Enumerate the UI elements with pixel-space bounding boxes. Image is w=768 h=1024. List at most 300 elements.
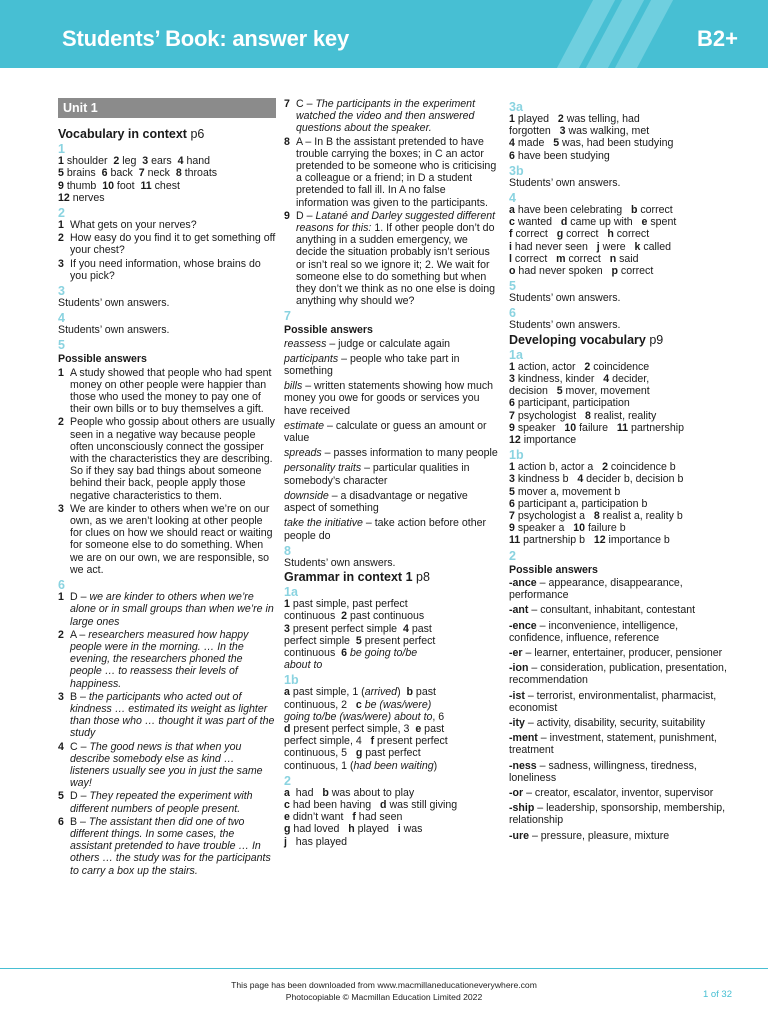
answer-text-italic: downside: [284, 489, 329, 502]
answer-line: [509, 410, 735, 422]
answer-lines: [509, 461, 735, 546]
answer-text: importance: [520, 434, 577, 447]
answer-text: – written statements showing how much money you owe for goods or services you have received: [284, 380, 494, 417]
suffix-list: [509, 577, 735, 842]
answer-text: C –: [70, 740, 90, 753]
answer-item: [58, 416, 276, 501]
answer-line: [509, 522, 735, 534]
answer-line: [284, 598, 498, 610]
answer-line: [284, 747, 498, 759]
answer-text-italic: be going to/be: [347, 646, 418, 659]
answer-text: played: [354, 823, 398, 836]
header-banner: [0, 0, 768, 68]
answer-item: [58, 503, 276, 576]
answer-text: , 6: [432, 710, 445, 723]
answer-text: wanted: [514, 216, 561, 229]
answer-text: had: [289, 786, 323, 799]
answer-key-letter: 2: [602, 461, 608, 474]
answer-text: speaker a: [514, 522, 574, 535]
answer-text: – pressure, pleasure, mixture: [529, 829, 670, 842]
exercise-number: 6: [509, 306, 516, 321]
answer-line: [284, 659, 498, 671]
answer-text: – sadness, willingness, tiredness, loneliness: [509, 759, 697, 784]
answer-key-letter: -ist: [509, 689, 525, 702]
answer-key-letter: 1: [509, 113, 515, 125]
answer-key-letter: i: [397, 823, 401, 836]
answer-key-letter: 2: [113, 155, 120, 168]
answer-key-letter: 1: [509, 461, 515, 474]
answer-text: came up with: [567, 216, 642, 229]
answer-text: failure: [576, 421, 617, 434]
answer-key-letter: 3: [284, 622, 290, 635]
answer-body: [70, 232, 276, 256]
answer-line: [509, 373, 735, 385]
answer-item: [58, 219, 276, 231]
answer-key-letter: 10: [102, 179, 114, 192]
answer-text: was: [400, 823, 423, 836]
answer-item: [58, 367, 276, 416]
answer-key-letter: -ure: [509, 829, 530, 842]
section-heading: [284, 571, 498, 583]
footer-copyright: Photocopiable © Macmillan Education Limited 2022: [285, 992, 483, 1002]
answer-text: mover, movement: [562, 385, 650, 398]
answer-number: 3: [58, 257, 64, 270]
answer-key-letter: g: [556, 228, 564, 241]
answer-line: [284, 610, 498, 622]
answer-number: 2: [58, 416, 64, 429]
answer-key-letter: c: [509, 216, 515, 229]
answer-line: [58, 192, 276, 204]
answer-text: present perfect simple, 3: [290, 722, 416, 735]
answer-line: [284, 836, 498, 848]
answer-text: partnership: [628, 421, 684, 434]
answer-item: [58, 258, 276, 282]
answer-text: hand: [183, 155, 211, 168]
answer-text: were: [599, 240, 635, 253]
answer-text: throats: [181, 167, 218, 180]
answer-key-letter: a: [284, 686, 290, 699]
answer-text: correct: [563, 228, 608, 241]
answer-text: 1. If other people don’t do anything in a sudden emergency, we decide the situation probably isn’t serious or isn’t real so we ignore it; 2. We wait for someone else to do something but when they don’t we think as no one else is doing anything why should we?: [296, 222, 496, 308]
answer-key-letter: c: [284, 798, 290, 811]
answer-text: ): [433, 759, 438, 772]
answer-item: [284, 210, 498, 308]
section-page: p9: [649, 332, 664, 347]
answer-number: 1: [58, 591, 64, 604]
answer-text: A –: [70, 628, 89, 641]
answer-text: said: [616, 252, 639, 265]
answer-text: was still giving: [386, 798, 458, 811]
answer-line: [58, 167, 276, 179]
answer-text: B –: [70, 815, 89, 828]
answer-number: 5: [58, 790, 64, 803]
answer-key-letter: 1: [284, 598, 290, 611]
answer-key-letter: m: [556, 252, 566, 265]
answer-text: We are kinder to others when we’re on our own, as we aren’t looking at other people for clues on how we should react or waiting for someone else to do something. When we are on our own, we are responsible, so we act.: [70, 502, 273, 576]
answer-line: [284, 686, 498, 698]
answer-item: [58, 691, 276, 740]
answer-text: People who gossip about others are usually seen in a negative way because people often unconsciously connect the gossiper with the characteristics they are describing. So if they say bad things about someone behind their back, people apply those negative characteristics to them.: [70, 416, 275, 502]
answer-text: was about to play: [328, 786, 415, 799]
section-title: Grammar in context 1: [284, 569, 413, 584]
answer-text-italic: They repeated the experiment with different numbers of people present.: [70, 790, 253, 815]
definition-item: [284, 462, 498, 486]
answer-key-letter: -ship: [509, 802, 535, 815]
answer-text-italic: spreads: [284, 447, 322, 460]
answer-text-italic: researchers measured how happy people were in the morning. … In the evening, the researchers phoned the people … to reassess their levels of happiness.: [70, 628, 249, 690]
answer-text: A – In B the assistant pretended to have trouble carrying the boxes; in C an actor pretended to be someone who is criticising a colleague or a friend; in D a student pretended to fall ill. In A no false information was given to the participants.: [296, 135, 497, 209]
answer-number: 1: [58, 366, 64, 379]
answer-key-letter: 1: [58, 155, 64, 168]
answer-text: C –: [296, 98, 316, 110]
answer-text: mover a, movement b: [514, 485, 621, 498]
answer-key-letter: 8: [593, 510, 600, 523]
answer-text: past: [421, 722, 445, 735]
answer-text: participant, participation: [514, 397, 630, 410]
answer-key-letter: b: [630, 204, 638, 217]
column-1: [58, 98, 276, 878]
suffix-item: [509, 802, 735, 826]
answer-item: [284, 98, 498, 135]
answer-text: shoulder: [63, 155, 114, 168]
answer-line: [284, 711, 498, 723]
answer-text-italic: about to: [284, 659, 323, 672]
answer-text-italic: The assistant then did one of two different things. In some cases, the assistant pretended to have trouble … In others … the study was for the participants to carry a box up the stairs.: [70, 815, 271, 877]
answer-text: past simple, past perfect: [289, 598, 408, 611]
answer-body: [70, 219, 276, 231]
answer-line: [509, 361, 735, 373]
answer-text: correct: [512, 228, 557, 241]
answer-key-letter: f: [352, 811, 356, 824]
answer-number: 7: [284, 98, 290, 110]
answer-line: [509, 113, 735, 125]
section-page: p6: [190, 127, 205, 141]
answer-line: [509, 241, 735, 253]
answer-body: [70, 816, 276, 877]
answer-key-letter: 9: [509, 522, 515, 535]
answer-key-letter: 7: [509, 409, 515, 422]
answer-key-letter: f: [370, 735, 375, 748]
section-heading: [58, 128, 276, 140]
exercise-number: 1: [58, 142, 65, 157]
answer-text-italic: bills: [284, 380, 303, 393]
answer-key-letter: 5: [556, 385, 563, 398]
answer-key-letter: 3: [142, 155, 149, 168]
answer-text: forgotten: [509, 125, 560, 138]
answer-text: – take action before other people do: [284, 517, 487, 542]
answer-key-letter: g: [284, 823, 291, 836]
answer-lines: [58, 155, 276, 204]
exercise-number: 1b: [284, 673, 299, 688]
answer-text: past simple, 1 (: [289, 686, 365, 699]
suffix-item: [509, 647, 735, 659]
answer-text-italic: participants: [284, 352, 339, 365]
answer-key-letter: n: [609, 252, 617, 265]
answer-key-letter: i: [509, 240, 512, 253]
answer-lines: [509, 113, 735, 162]
answer-line: [58, 155, 276, 167]
answer-text: participant a, participation b: [514, 497, 648, 510]
exercise-number: 6: [58, 578, 65, 593]
answer-key-letter: o: [509, 265, 516, 278]
answer-number: 2: [58, 232, 64, 245]
answer-key-letter: 4: [177, 155, 184, 168]
answer-text-italic: the participants who acted out of kindness … estimated its weight as lighter than those who … thought it was part of the study: [70, 690, 275, 740]
answer-text: – learner, entertainer, producer, pensioner: [522, 646, 723, 659]
answer-key-letter: a: [509, 204, 515, 217]
answer-text: A study showed that people who had spent money on other people were happier than those who used the money to pay one of their own bills or to buy themselves a gift.: [70, 366, 272, 416]
answer-key-letter: g: [355, 747, 363, 760]
answer-key-letter: 2: [584, 360, 591, 373]
answer-key-letter: -ence: [509, 619, 537, 632]
answer-body: [70, 591, 276, 628]
answer-line: [284, 811, 498, 823]
answer-text: perfect simple, 4: [284, 735, 371, 748]
suffix-item: [509, 662, 735, 686]
definition-item: [284, 338, 498, 350]
answer-line: [284, 760, 498, 772]
answer-key-letter: h: [348, 823, 355, 836]
suffix-item: [509, 690, 735, 714]
exercise-number: 5: [58, 338, 65, 353]
answer-number: 9: [284, 209, 290, 222]
answer-text-italic: we are kinder to others when we’re alone or in small groups than when we’re in large ones: [70, 591, 274, 628]
answer-text-italic: The participants in the experiment watched the video and then answered questions about the speaker.: [296, 98, 476, 135]
answer-key-letter: 6: [509, 397, 515, 410]
answer-body: [70, 503, 276, 576]
answer-text: was walking, met: [565, 125, 650, 138]
exercise-number: 2: [284, 773, 291, 788]
answer-key-letter: j: [596, 240, 600, 253]
answer-line: [509, 216, 735, 228]
answer-item: [58, 790, 276, 814]
suffix-item: [509, 717, 735, 729]
answer-text: coincidence b: [607, 461, 676, 474]
answer-text: How easy do you find it to get something off your chest?: [70, 232, 276, 257]
answer-text: psychologist: [514, 409, 585, 422]
answer-line: [284, 647, 498, 659]
answer-key-letter: 9: [509, 421, 515, 434]
answer-body: [70, 741, 276, 790]
answer-text: partnership b: [520, 534, 594, 547]
answer-text: – calculate or guess an amount or value: [284, 419, 487, 445]
answer-key-letter: 11: [140, 179, 152, 192]
answer-line: [284, 735, 498, 747]
definition-item: [284, 353, 498, 377]
suffix-item: [509, 760, 735, 784]
answer-key-letter: -er: [509, 646, 523, 659]
answer-body: [70, 416, 276, 501]
answer-key-letter: l: [509, 252, 512, 265]
exercise-number: 4: [58, 311, 65, 326]
answer-text: present perfect: [374, 735, 448, 748]
answer-number: 3: [58, 690, 64, 703]
answer-text: ): [397, 686, 407, 699]
answer-text: Students’ own answers.: [509, 319, 621, 332]
answer-text: past continuous: [347, 610, 425, 623]
answer-key-letter: -ance: [509, 576, 537, 589]
answer-line: [509, 498, 735, 510]
answer-key-letter: 1: [509, 360, 515, 373]
suffix-item: [509, 620, 735, 644]
answer-text: correct: [511, 252, 557, 265]
exercise-number: 3: [58, 284, 65, 299]
answer-subheading: Possible answers: [509, 563, 598, 576]
answer-text: Students’ own answers.: [509, 176, 621, 189]
answer-text: decider b, decision b: [583, 473, 684, 486]
answer-text-italic: The good news is that when you describe somebody else as kind … listeners usually see you in just the same way!: [70, 740, 263, 790]
answer-line: [284, 723, 498, 735]
answer-item: [58, 816, 276, 877]
answer-key-letter: 3: [509, 473, 515, 486]
answer-key-letter: 7: [138, 167, 145, 180]
answer-key-letter: h: [607, 228, 614, 241]
page-title: Students’ Book: answer key: [62, 26, 349, 51]
answer-list: [284, 98, 498, 307]
answer-number: 8: [284, 135, 290, 148]
answer-text: had never seen: [511, 240, 597, 253]
page-number: 1 of 32: [702, 989, 732, 1000]
answer-key-letter: d: [284, 722, 291, 735]
answer-line: [509, 534, 735, 546]
answer-list: [58, 219, 276, 282]
answer-text: – leadership, sponsorship, membership, relationship: [509, 802, 726, 827]
answer-line: [509, 125, 735, 137]
column-3: [509, 98, 735, 845]
answer-text: foot: [113, 179, 141, 192]
answer-lines: [284, 787, 498, 848]
exercise-number: 3b: [509, 163, 524, 178]
answer-line: [509, 473, 735, 485]
footer-download-note: This page has been downloaded from www.macmillaneducationeverywhere.com: [231, 980, 537, 990]
answer-text: had never spoken: [515, 265, 612, 278]
answer-line: [509, 461, 735, 473]
answer-key-letter: -ity: [509, 716, 525, 729]
exercise-number: 2: [509, 548, 516, 563]
answer-text: psychologist a: [514, 510, 594, 523]
answer-line: [509, 253, 735, 265]
answer-key-letter: j: [284, 835, 287, 848]
answer-text: – people who take part in something: [284, 352, 460, 378]
suffix-item: [509, 830, 735, 842]
answer-key-letter: -ness: [509, 759, 537, 772]
answer-key-letter: p: [611, 265, 618, 278]
answer-text: brains: [63, 167, 102, 180]
answer-text: continuous: [284, 610, 342, 623]
answer-text: B –: [70, 690, 89, 703]
answer-key-letter: d: [560, 216, 568, 229]
answer-key-letter: 4: [577, 473, 584, 486]
answer-text: – particular qualities in somebody’s character: [284, 462, 470, 487]
answer-text: has played: [286, 835, 348, 848]
answer-key-letter: k: [634, 240, 641, 253]
answer-number: 6: [58, 815, 64, 828]
exercise-number: 5: [509, 279, 516, 294]
answer-text: neck: [144, 167, 176, 180]
section-page: p8: [416, 569, 430, 584]
answer-text: had seen: [355, 811, 403, 824]
answer-key-letter: b: [406, 686, 413, 699]
answer-text: – a disadvantage or negative aspect of something: [284, 489, 468, 515]
answer-text: continuous, 5: [284, 747, 356, 760]
answer-key-letter: f: [509, 228, 513, 241]
answer-key-letter: 3: [509, 373, 515, 386]
answer-line: [509, 265, 735, 277]
answer-line: [509, 137, 735, 149]
answer-key-letter: 5: [58, 167, 64, 180]
answer-key-letter: -ion: [509, 662, 529, 675]
answer-key-letter: d: [380, 798, 387, 811]
answer-body: [70, 258, 276, 282]
exercise-number: 7: [284, 309, 291, 324]
answer-text: – terrorist, environmentalist, pharmacist, economist: [509, 689, 717, 714]
answer-lines: [509, 361, 735, 446]
answer-key-letter: 12: [509, 434, 521, 447]
answer-body: [70, 367, 276, 416]
answer-number: 2: [58, 628, 64, 641]
answer-list: [58, 591, 276, 877]
answer-text: realist a, reality b: [599, 510, 683, 523]
answer-body: [296, 210, 498, 308]
answer-body: [70, 629, 276, 690]
answer-body: [296, 136, 498, 209]
answer-text-italic: personality traits: [284, 462, 362, 475]
answer-number: 3: [58, 502, 64, 515]
answer-key-letter: a: [284, 786, 290, 799]
answer-line: [509, 422, 735, 434]
answer-lines: [509, 204, 735, 277]
exercise-number: 1a: [509, 347, 523, 362]
answer-text: – investment, statement, punishment, treatment: [509, 732, 717, 757]
answer-text-italic: estimate: [284, 419, 325, 432]
answer-item: [58, 629, 276, 690]
answer-key-letter: e: [284, 811, 290, 824]
definition-item: [284, 517, 498, 541]
section-title: Developing vocabulary: [509, 332, 646, 347]
answer-text-italic: arrived: [364, 686, 398, 699]
answer-key-letter: -ment: [509, 732, 538, 745]
answer-text: coincidence: [590, 360, 650, 373]
answer-line: [284, 787, 498, 799]
answer-text: back: [107, 167, 139, 180]
answer-key-letter: 9: [58, 179, 64, 192]
answer-text: was, had been studying: [559, 137, 674, 150]
exercise-number: 3a: [509, 100, 523, 114]
answer-key-letter: 12: [58, 191, 70, 204]
answer-key-letter: 12: [593, 534, 606, 547]
answer-text: If you need information, whose brains do you pick?: [70, 257, 261, 282]
definition-item: [284, 447, 498, 459]
footer-divider: [0, 968, 768, 969]
answer-key-letter: b: [322, 786, 329, 799]
answer-text: D –: [70, 790, 90, 803]
answer-text: continuous, 1 (: [284, 759, 354, 772]
answer-key-letter: 2: [557, 113, 564, 125]
suffix-item: [509, 577, 735, 601]
answer-text: ears: [148, 155, 178, 168]
answer-text-italic: reassess: [284, 337, 327, 350]
answer-line: [509, 434, 735, 446]
answer-lines: [284, 686, 498, 771]
answer-text: D –: [70, 591, 90, 604]
answer-key-letter: 5: [553, 137, 560, 150]
answer-text: continuous, 2: [284, 698, 356, 711]
answer-text: decision: [509, 385, 557, 398]
answer-text-italic: take the initiative: [284, 517, 363, 530]
answer-text: have been celebrating: [514, 204, 631, 217]
exercise-number: 4: [509, 191, 516, 206]
answer-item: [58, 232, 276, 256]
